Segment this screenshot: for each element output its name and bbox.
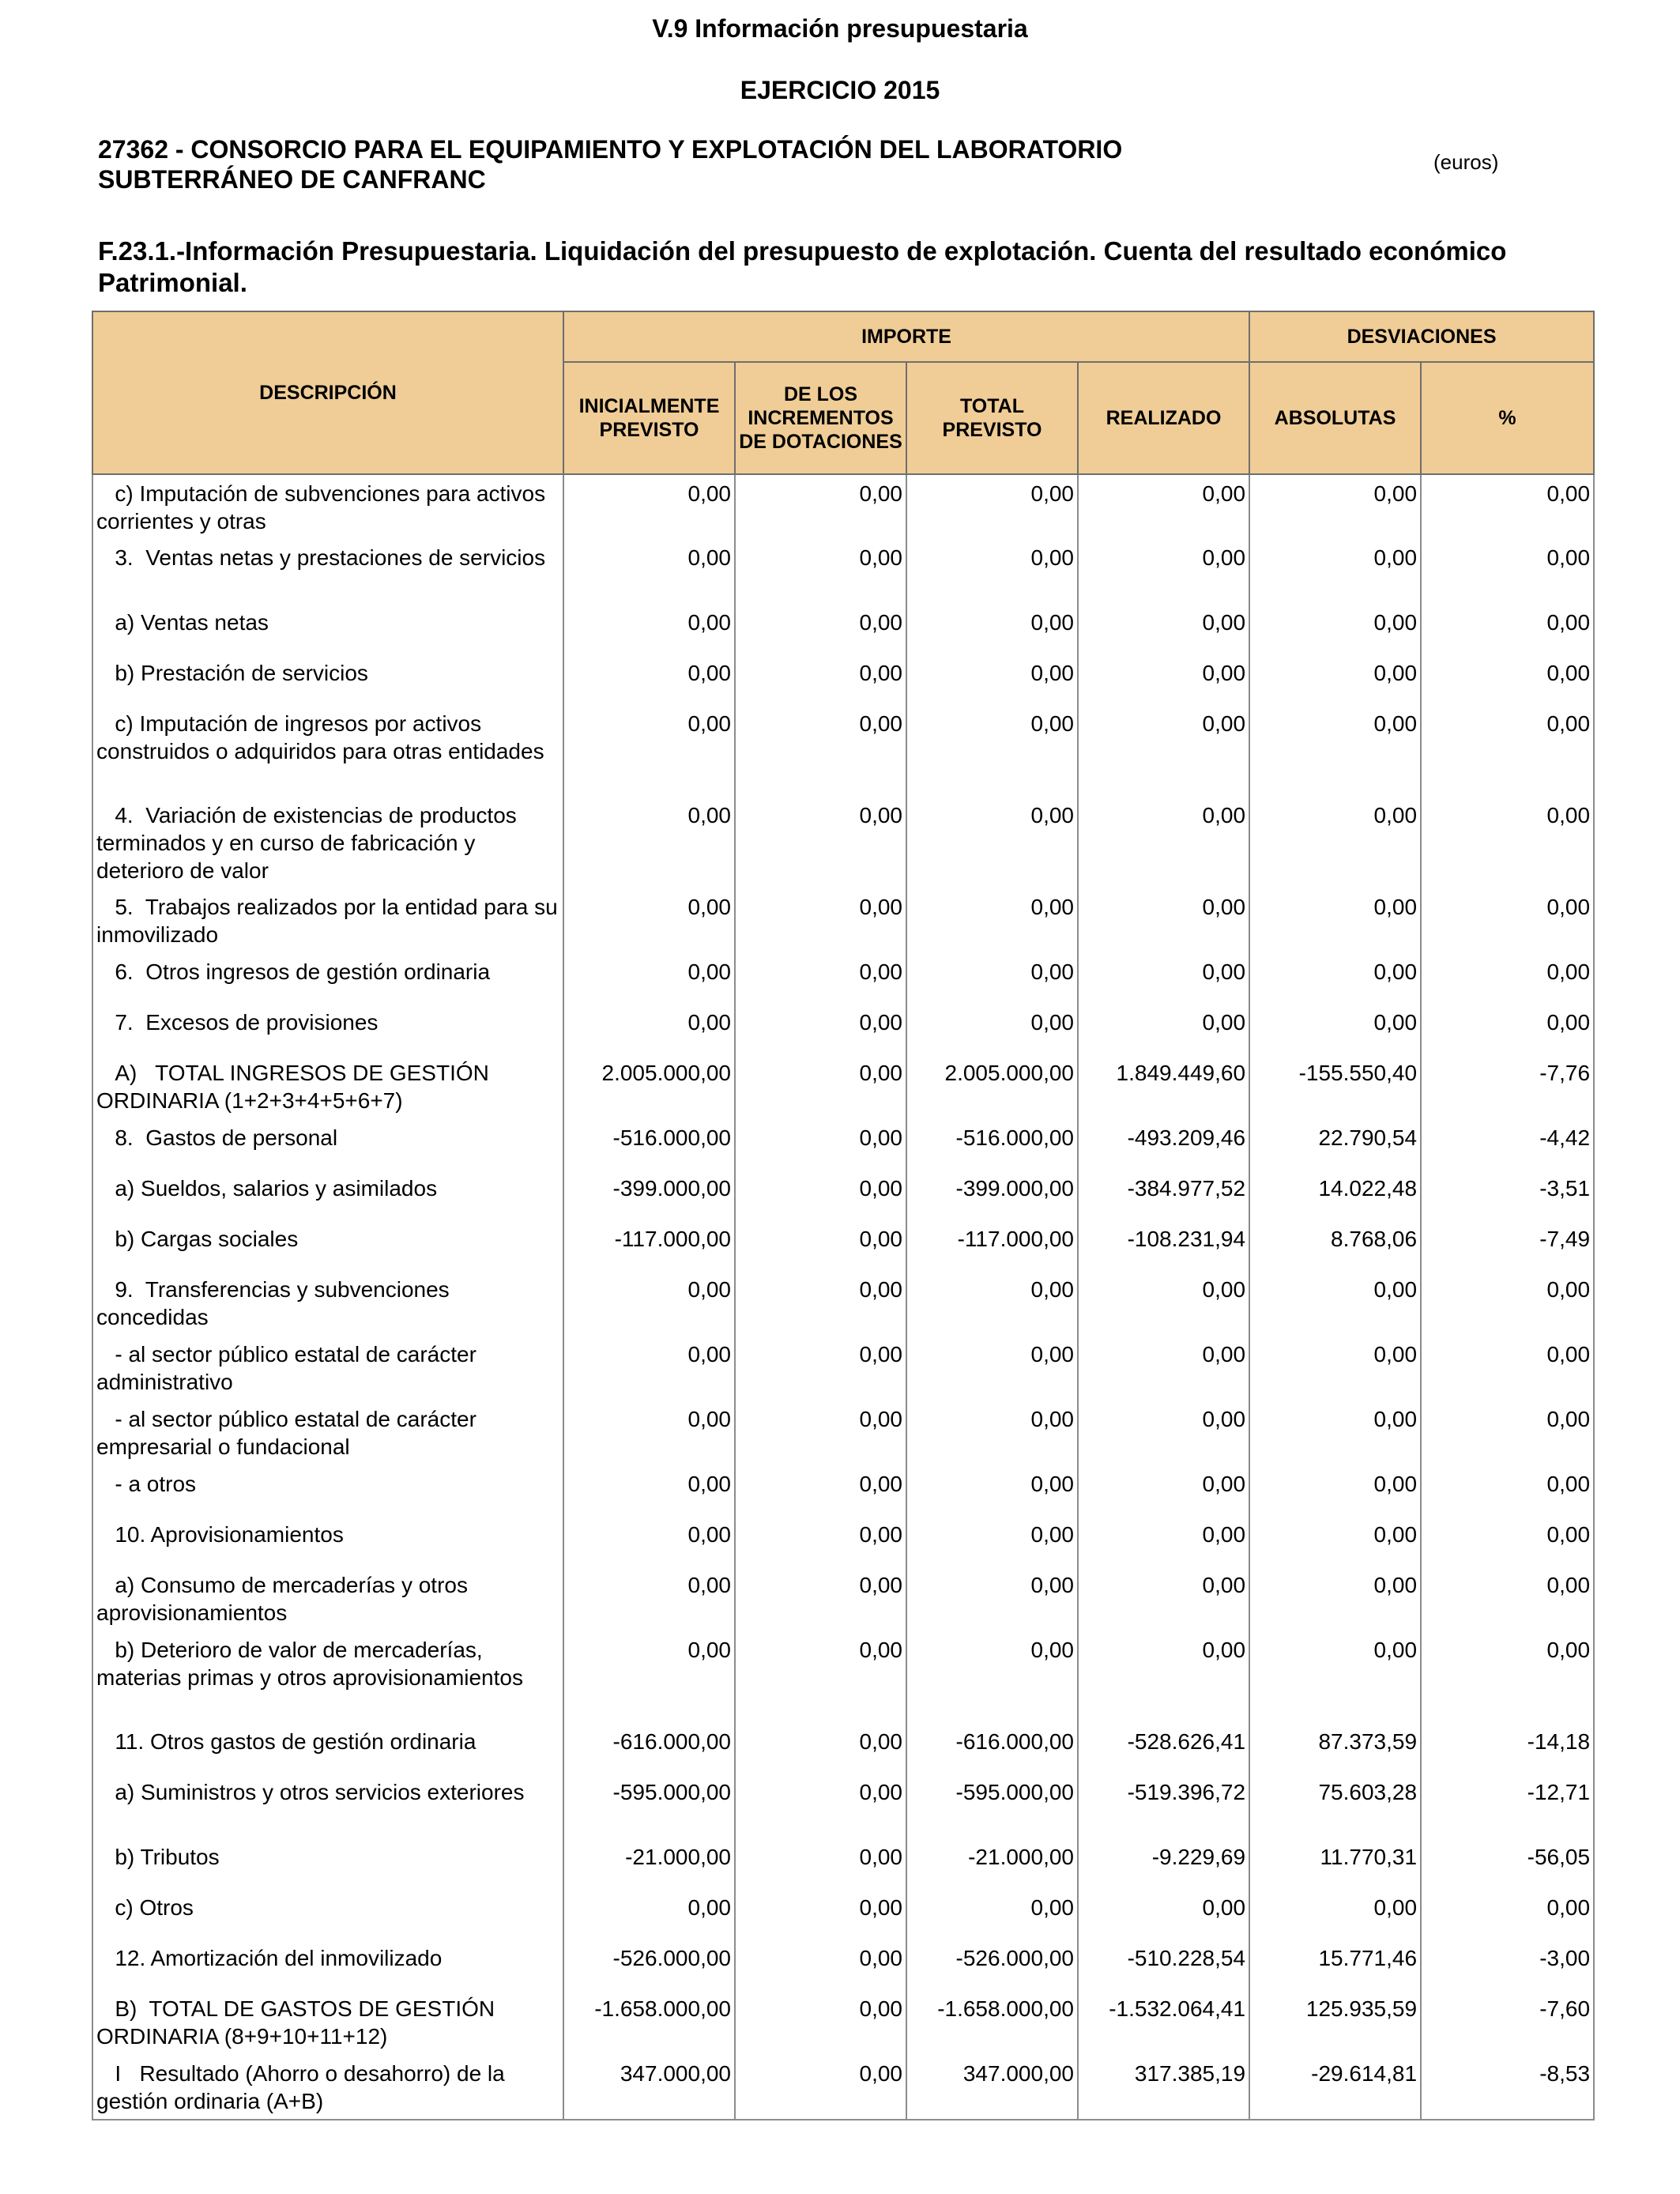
cell-descripcion: b) Tributos: [92, 1838, 563, 1889]
cell-total-previsto: 0,00: [906, 539, 1078, 604]
cell-incrementos: 0,00: [735, 2055, 906, 2120]
cell-porcentaje: -56,05: [1421, 1838, 1594, 1889]
cell-inicialmente-previsto: -1.658.000,00: [563, 1990, 735, 2055]
cell-porcentaje: 0,00: [1421, 1004, 1594, 1054]
cell-absolutas: 125.935,59: [1249, 1990, 1421, 2055]
cell-realizado: -108.231,94: [1078, 1220, 1249, 1271]
cell-descripcion: b) Deterioro de valor de mercaderías, materias primas y otros aprovisionamientos: [92, 1631, 563, 1723]
cell-porcentaje: 0,00: [1421, 1631, 1594, 1723]
cell-realizado: -1.532.064,41: [1078, 1990, 1249, 2055]
cell-porcentaje: 0,00: [1421, 1465, 1594, 1516]
cell-total-previsto: 0,00: [906, 1400, 1078, 1465]
cell-total-previsto: 0,00: [906, 1631, 1078, 1723]
cell-absolutas: 14.022,48: [1249, 1170, 1421, 1220]
table-row: [92, 953, 1594, 1004]
cell-incrementos: 0,00: [735, 1566, 906, 1631]
cell-realizado: 0,00: [1078, 1271, 1249, 1336]
cell-realizado: 0,00: [1078, 604, 1249, 654]
cell-inicialmente-previsto: 0,00: [563, 1889, 735, 1940]
cell-total-previsto: 2.005.000,00: [906, 1054, 1078, 1119]
cell-absolutas: 8.768,06: [1249, 1220, 1421, 1271]
cell-descripcion: - al sector público estatal de carácter administrativo: [92, 1336, 563, 1400]
table-row: [92, 2055, 1594, 2120]
cell-descripcion: 9. Transferencias y subvenciones concedidas: [92, 1271, 563, 1336]
cell-descripcion: a) Suministros y otros servicios exteriores: [92, 1774, 563, 1838]
table-row: [92, 1723, 1594, 1774]
header-total-previsto: TOTAL PREVISTO: [906, 362, 1078, 474]
cell-inicialmente-previsto: 0,00: [563, 888, 735, 953]
cell-incrementos: 0,00: [735, 1271, 906, 1336]
cell-absolutas: 0,00: [1249, 474, 1421, 539]
cell-inicialmente-previsto: -516.000,00: [563, 1119, 735, 1170]
cell-inicialmente-previsto: -526.000,00: [563, 1940, 735, 1990]
cell-porcentaje: -4,42: [1421, 1119, 1594, 1170]
cell-realizado: -384.977,52: [1078, 1170, 1249, 1220]
cell-realizado: -510.228,54: [1078, 1940, 1249, 1990]
cell-realizado: -528.626,41: [1078, 1723, 1249, 1774]
cell-inicialmente-previsto: -616.000,00: [563, 1723, 735, 1774]
cell-incrementos: 0,00: [735, 1516, 906, 1566]
cell-incrementos: 0,00: [735, 1336, 906, 1400]
cell-incrementos: 0,00: [735, 1054, 906, 1119]
cell-incrementos: 0,00: [735, 1889, 906, 1940]
cell-porcentaje: -3,00: [1421, 1940, 1594, 1990]
cell-absolutas: 0,00: [1249, 1889, 1421, 1940]
cell-realizado: 0,00: [1078, 1631, 1249, 1723]
cell-inicialmente-previsto: 0,00: [563, 604, 735, 654]
cell-porcentaje: -7,60: [1421, 1990, 1594, 2055]
cell-total-previsto: 0,00: [906, 1336, 1078, 1400]
cell-incrementos: 0,00: [735, 1723, 906, 1774]
cell-realizado: 0,00: [1078, 654, 1249, 705]
table-row: [92, 797, 1594, 888]
cell-absolutas: 0,00: [1249, 797, 1421, 888]
cell-inicialmente-previsto: 0,00: [563, 1631, 735, 1723]
cell-total-previsto: -526.000,00: [906, 1940, 1078, 1990]
cell-absolutas: 0,00: [1249, 539, 1421, 604]
cell-absolutas: 0,00: [1249, 1336, 1421, 1400]
cell-total-previsto: -399.000,00: [906, 1170, 1078, 1220]
cell-realizado: 0,00: [1078, 1465, 1249, 1516]
cell-porcentaje: 0,00: [1421, 1271, 1594, 1336]
table-body: [92, 474, 1594, 2120]
entity-name-line1: 27362 - CONSORCIO PARA EL EQUIPAMIENTO Y EXPLOTACIÓN DEL LABORATORIO: [98, 135, 1123, 164]
cell-incrementos: 0,00: [735, 1465, 906, 1516]
cell-descripcion: a) Ventas netas: [92, 604, 563, 654]
cell-inicialmente-previsto: 347.000,00: [563, 2055, 735, 2120]
cell-descripcion: - a otros: [92, 1465, 563, 1516]
cell-porcentaje: -8,53: [1421, 2055, 1594, 2120]
cell-descripcion: a) Consumo de mercaderías y otros aprovisionamientos: [92, 1566, 563, 1631]
table-row: [92, 1516, 1594, 1566]
table-row: [92, 1940, 1594, 1990]
cell-incrementos: 0,00: [735, 1940, 906, 1990]
header-porcentaje: %: [1421, 362, 1594, 474]
cell-total-previsto: 0,00: [906, 1566, 1078, 1631]
cell-inicialmente-previsto: -117.000,00: [563, 1220, 735, 1271]
cell-porcentaje: -3,51: [1421, 1170, 1594, 1220]
cell-descripcion: b) Cargas sociales: [92, 1220, 563, 1271]
cell-absolutas: 0,00: [1249, 654, 1421, 705]
cell-incrementos: 0,00: [735, 474, 906, 539]
cell-inicialmente-previsto: 0,00: [563, 654, 735, 705]
cell-incrementos: 0,00: [735, 1119, 906, 1170]
cell-descripcion: - al sector público estatal de carácter empresarial o fundacional: [92, 1400, 563, 1465]
cell-porcentaje: 0,00: [1421, 888, 1594, 953]
cell-total-previsto: -516.000,00: [906, 1119, 1078, 1170]
cell-absolutas: 0,00: [1249, 1465, 1421, 1516]
cell-total-previsto: 0,00: [906, 474, 1078, 539]
table-row: [92, 1566, 1594, 1631]
cell-porcentaje: -7,49: [1421, 1220, 1594, 1271]
cell-incrementos: 0,00: [735, 539, 906, 604]
cell-absolutas: 0,00: [1249, 705, 1421, 797]
table-row: [92, 1170, 1594, 1220]
cell-incrementos: 0,00: [735, 1838, 906, 1889]
cell-realizado: 0,00: [1078, 1566, 1249, 1631]
cell-realizado: -519.396,72: [1078, 1774, 1249, 1838]
header-desviaciones: DESVIACIONES: [1249, 311, 1594, 362]
budget-table: [92, 311, 1595, 2120]
cell-descripcion: 10. Aprovisionamientos: [92, 1516, 563, 1566]
cell-total-previsto: 0,00: [906, 604, 1078, 654]
table-row: [92, 888, 1594, 953]
cell-descripcion: a) Sueldos, salarios y asimilados: [92, 1170, 563, 1220]
cell-total-previsto: 0,00: [906, 1271, 1078, 1336]
cell-incrementos: 0,00: [735, 888, 906, 953]
cell-porcentaje: -12,71: [1421, 1774, 1594, 1838]
cell-absolutas: 15.771,46: [1249, 1940, 1421, 1990]
table-row: [92, 1889, 1594, 1940]
table-row: [92, 1004, 1594, 1054]
cell-total-previsto: 0,00: [906, 1465, 1078, 1516]
cell-realizado: 0,00: [1078, 705, 1249, 797]
cell-inicialmente-previsto: 0,00: [563, 953, 735, 1004]
cell-realizado: 0,00: [1078, 1889, 1249, 1940]
table-row: [92, 474, 1594, 539]
cell-total-previsto: 0,00: [906, 1516, 1078, 1566]
cell-incrementos: 0,00: [735, 1400, 906, 1465]
cell-porcentaje: 0,00: [1421, 1516, 1594, 1566]
cell-total-previsto: 0,00: [906, 1889, 1078, 1940]
cell-absolutas: 0,00: [1249, 1271, 1421, 1336]
header-incrementos: DE LOS INCREMENTOS DE DOTACIONES: [735, 362, 906, 474]
cell-porcentaje: 0,00: [1421, 1400, 1594, 1465]
cell-absolutas: 0,00: [1249, 1516, 1421, 1566]
cell-total-previsto: -21.000,00: [906, 1838, 1078, 1889]
cell-incrementos: 0,00: [735, 705, 906, 797]
table-row: [92, 1838, 1594, 1889]
cell-inicialmente-previsto: -399.000,00: [563, 1170, 735, 1220]
cell-realizado: 0,00: [1078, 1336, 1249, 1400]
cell-total-previsto: 347.000,00: [906, 2055, 1078, 2120]
table-row: [92, 1631, 1594, 1723]
cell-porcentaje: 0,00: [1421, 604, 1594, 654]
cell-incrementos: 0,00: [735, 1004, 906, 1054]
fiscal-year: EJERCICIO 2015: [740, 76, 940, 104]
table-row: [92, 539, 1594, 604]
cell-descripcion: 7. Excesos de provisiones: [92, 1004, 563, 1054]
cell-incrementos: 0,00: [735, 1990, 906, 2055]
cell-porcentaje: 0,00: [1421, 654, 1594, 705]
cell-absolutas: 0,00: [1249, 1400, 1421, 1465]
cell-descripcion: B) TOTAL DE GASTOS DE GESTIÓN ORDINARIA (8+9+10+11+12): [92, 1990, 563, 2055]
cell-porcentaje: 0,00: [1421, 1889, 1594, 1940]
cell-absolutas: 0,00: [1249, 888, 1421, 953]
cell-total-previsto: -1.658.000,00: [906, 1990, 1078, 2055]
entity-name: [98, 134, 1283, 194]
cell-absolutas: 75.603,28: [1249, 1774, 1421, 1838]
cell-total-previsto: 0,00: [906, 705, 1078, 797]
cell-inicialmente-previsto: 0,00: [563, 1566, 735, 1631]
header-descripcion: DESCRIPCIÓN: [92, 311, 563, 474]
cell-descripcion: 5. Trabajos realizados por la entidad para su inmovilizado: [92, 888, 563, 953]
cell-total-previsto: 0,00: [906, 1004, 1078, 1054]
cell-absolutas: 22.790,54: [1249, 1119, 1421, 1170]
cell-realizado: 0,00: [1078, 474, 1249, 539]
table-row: [92, 654, 1594, 705]
cell-total-previsto: -595.000,00: [906, 1774, 1078, 1838]
cell-realizado: 0,00: [1078, 797, 1249, 888]
currency-unit: (euros): [1433, 150, 1499, 174]
cell-total-previsto: 0,00: [906, 888, 1078, 953]
cell-realizado: -493.209,46: [1078, 1119, 1249, 1170]
table-row: [92, 604, 1594, 654]
cell-total-previsto: 0,00: [906, 953, 1078, 1004]
cell-descripcion: A) TOTAL INGRESOS DE GESTIÓN ORDINARIA (1+2+3+4+5+6+7): [92, 1054, 563, 1119]
header-absolutas: ABSOLUTAS: [1249, 362, 1421, 474]
cell-inicialmente-previsto: -595.000,00: [563, 1774, 735, 1838]
cell-total-previsto: -616.000,00: [906, 1723, 1078, 1774]
cell-porcentaje: 0,00: [1421, 539, 1594, 604]
cell-incrementos: 0,00: [735, 1631, 906, 1723]
cell-inicialmente-previsto: 0,00: [563, 1400, 735, 1465]
section-title: F.23.1.-Información Presupuestaria. Liquidación del presupuesto de explotación. Cuenta del resultado económico Patrimonial.: [98, 236, 1507, 297]
table-row: [92, 1054, 1594, 1119]
cell-porcentaje: -7,76: [1421, 1054, 1594, 1119]
cell-absolutas: 0,00: [1249, 1004, 1421, 1054]
cell-absolutas: -155.550,40: [1249, 1054, 1421, 1119]
cell-inicialmente-previsto: 0,00: [563, 1004, 735, 1054]
table-row: [92, 1271, 1594, 1336]
cell-porcentaje: 0,00: [1421, 1566, 1594, 1631]
header-importe: IMPORTE: [563, 311, 1249, 362]
cell-descripcion: I Resultado (Ahorro o desahorro) de la gestión ordinaria (A+B): [92, 2055, 563, 2120]
cell-descripcion: 12. Amortización del inmovilizado: [92, 1940, 563, 1990]
entity-name-line2: SUBTERRÁNEO DE CANFRANC: [98, 165, 486, 194]
cell-realizado: -9.229,69: [1078, 1838, 1249, 1889]
cell-incrementos: 0,00: [735, 1774, 906, 1838]
cell-realizado: 317.385,19: [1078, 2055, 1249, 2120]
cell-realizado: 0,00: [1078, 539, 1249, 604]
cell-realizado: 1.849.449,60: [1078, 1054, 1249, 1119]
cell-absolutas: 0,00: [1249, 604, 1421, 654]
cell-descripcion: b) Prestación de servicios: [92, 654, 563, 705]
table-row: [92, 1774, 1594, 1838]
cell-absolutas: 0,00: [1249, 1631, 1421, 1723]
cell-descripcion: 8. Gastos de personal: [92, 1119, 563, 1170]
header-realizado: REALIZADO: [1078, 362, 1249, 474]
cell-porcentaje: 0,00: [1421, 705, 1594, 797]
cell-incrementos: 0,00: [735, 797, 906, 888]
cell-inicialmente-previsto: 0,00: [563, 797, 735, 888]
cell-total-previsto: 0,00: [906, 797, 1078, 888]
cell-descripcion: c) Otros: [92, 1889, 563, 1940]
cell-absolutas: 11.770,31: [1249, 1838, 1421, 1889]
cell-absolutas: 87.373,59: [1249, 1723, 1421, 1774]
cell-descripcion: 3. Ventas netas y prestaciones de servicios: [92, 539, 563, 604]
cell-porcentaje: 0,00: [1421, 797, 1594, 888]
table-row: [92, 705, 1594, 797]
cell-absolutas: 0,00: [1249, 953, 1421, 1004]
table-row: [92, 1336, 1594, 1400]
document-title: V.9 Información presupuestaria: [652, 14, 1028, 43]
table-row: [92, 1400, 1594, 1465]
cell-descripcion: c) Imputación de ingresos por activos construidos o adquiridos para otras entidades: [92, 705, 563, 797]
cell-descripcion: 6. Otros ingresos de gestión ordinaria: [92, 953, 563, 1004]
cell-total-previsto: 0,00: [906, 654, 1078, 705]
cell-inicialmente-previsto: 0,00: [563, 474, 735, 539]
cell-realizado: 0,00: [1078, 1516, 1249, 1566]
cell-absolutas: -29.614,81: [1249, 2055, 1421, 2120]
table-row: [92, 1119, 1594, 1170]
cell-total-previsto: -117.000,00: [906, 1220, 1078, 1271]
cell-inicialmente-previsto: 2.005.000,00: [563, 1054, 735, 1119]
cell-inicialmente-previsto: 0,00: [563, 539, 735, 604]
cell-realizado: 0,00: [1078, 953, 1249, 1004]
cell-porcentaje: 0,00: [1421, 474, 1594, 539]
cell-incrementos: 0,00: [735, 604, 906, 654]
cell-inicialmente-previsto: -21.000,00: [563, 1838, 735, 1889]
cell-inicialmente-previsto: 0,00: [563, 1271, 735, 1336]
cell-incrementos: 0,00: [735, 1220, 906, 1271]
cell-porcentaje: 0,00: [1421, 1336, 1594, 1400]
cell-incrementos: 0,00: [735, 1170, 906, 1220]
cell-inicialmente-previsto: 0,00: [563, 1516, 735, 1566]
cell-porcentaje: -14,18: [1421, 1723, 1594, 1774]
cell-descripcion: c) Imputación de subvenciones para activos corrientes y otras: [92, 474, 563, 539]
cell-absolutas: 0,00: [1249, 1566, 1421, 1631]
cell-inicialmente-previsto: 0,00: [563, 1465, 735, 1516]
cell-inicialmente-previsto: 0,00: [563, 705, 735, 797]
cell-inicialmente-previsto: 0,00: [563, 1336, 735, 1400]
table-row: [92, 1220, 1594, 1271]
table-row: [92, 1990, 1594, 2055]
cell-descripcion: 4. Variación de existencias de productos terminados y en curso de fabricación y deterioro de valor: [92, 797, 563, 888]
cell-realizado: 0,00: [1078, 888, 1249, 953]
cell-realizado: 0,00: [1078, 1400, 1249, 1465]
cell-porcentaje: 0,00: [1421, 953, 1594, 1004]
cell-descripcion: 11. Otros gastos de gestión ordinaria: [92, 1723, 563, 1774]
table-row: [92, 1465, 1594, 1516]
cell-incrementos: 0,00: [735, 953, 906, 1004]
cell-realizado: 0,00: [1078, 1004, 1249, 1054]
header-inicialmente-previsto: INICIALMENTE PREVISTO: [563, 362, 735, 474]
cell-incrementos: 0,00: [735, 654, 906, 705]
